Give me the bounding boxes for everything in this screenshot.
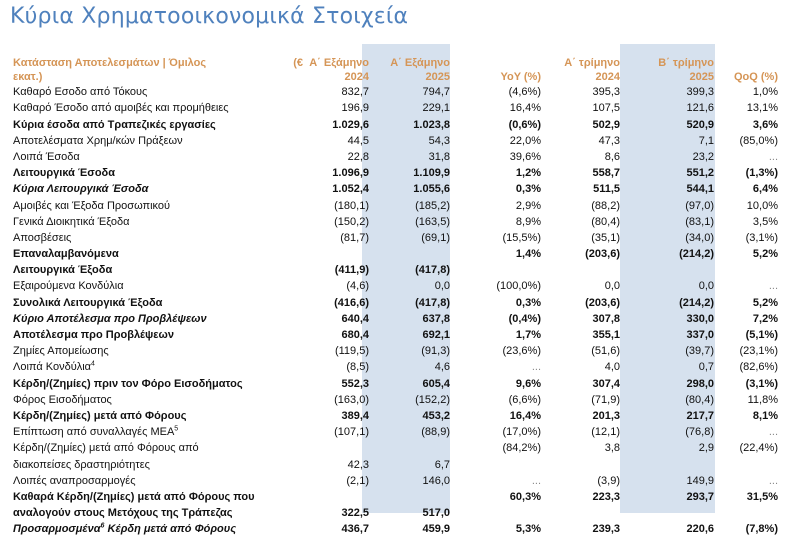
cell-value: (81,7) — [340, 231, 369, 244]
cell-value: 0,0 — [698, 280, 714, 293]
header-q2-2025: Β΄ τρίμηνο 2025 — [658, 57, 714, 83]
cell-value: 239,3 — [592, 523, 620, 536]
table-row — [9, 116, 778, 132]
cell-value: (8,5) — [346, 361, 369, 374]
cell-value: 453,2 — [422, 409, 450, 422]
cell-value: 16,4% — [509, 409, 541, 422]
cell-value: (35,1) — [591, 231, 620, 244]
header-unit: (€ — [293, 57, 303, 69]
cell-value: (3,1%) — [745, 231, 778, 244]
cell-value: 298,0 — [686, 377, 714, 390]
cell-value: 307,4 — [592, 377, 620, 390]
cell-value: 7,2% — [752, 312, 778, 325]
cell-value: (3,9) — [597, 474, 620, 487]
table-row — [9, 181, 778, 197]
table-row — [9, 456, 778, 472]
cell-value: 552,3 — [341, 377, 369, 390]
cell-value: (214,2) — [679, 296, 714, 309]
cell-value: (411,9) — [334, 264, 369, 277]
cell-value: 5,2% — [752, 296, 778, 309]
cell-value: (76,8) — [685, 426, 714, 439]
cell-value: 692,1 — [422, 329, 450, 341]
cell-value: 1.023,8 — [413, 118, 450, 131]
header-yoy: YoY (%) — [500, 71, 541, 83]
cell-value: (214,2) — [679, 248, 714, 261]
cell-value: 558,7 — [592, 167, 620, 180]
cell-value: 4,6 — [434, 361, 450, 374]
cell-value: (203,6) — [585, 296, 620, 309]
table-row — [9, 197, 778, 213]
cell-value: 229,1 — [422, 102, 450, 115]
row-label: Ζημίες Απομείωσης — [13, 345, 109, 358]
cell-value: 8,6 — [604, 150, 620, 163]
cell-value — [369, 489, 450, 505]
row-label: Καθαρό Εσοδο από Τόκους — [13, 86, 148, 99]
cell-value: 6,4% — [752, 183, 778, 196]
cell-value: 1.109,9 — [413, 167, 450, 180]
table-body — [9, 84, 778, 537]
cell-value: (51,6) — [591, 345, 620, 358]
cell-value: 4,0 — [604, 361, 620, 374]
row-label: Αποτέλεσμα προ Προβλέψεων — [13, 329, 174, 341]
row-label: Επαναλαμβανόμενα — [13, 248, 119, 261]
row-label: Αποσβέσεις — [13, 231, 72, 244]
cell-value: 31,8 — [428, 150, 450, 163]
cell-value — [450, 505, 541, 521]
footnote-marker: 4 — [91, 360, 95, 368]
cell-value: 395,3 — [592, 86, 620, 99]
row-label: Αποτελέσματα Χρημ/κών Πράξεων — [13, 134, 183, 147]
row-label: Λειτουργικά Έσοδα — [13, 167, 115, 180]
cell-value: 2,9 — [698, 442, 714, 455]
cell-value: (5,1%) — [745, 329, 778, 341]
cell-value: 322,5 — [341, 507, 369, 520]
cell-value: 1.029,6 — [332, 118, 369, 131]
cell-value: 355,1 — [592, 329, 620, 341]
cell-value: 10,0% — [746, 199, 778, 212]
table-row — [9, 392, 778, 408]
cell-value: 3,6% — [752, 118, 778, 131]
cell-value — [369, 440, 450, 456]
cell-value — [714, 262, 778, 278]
cell-value: 1,4% — [515, 248, 541, 261]
cell-value: 436,7 — [341, 523, 369, 536]
cell-value: (100,0%) — [496, 280, 541, 293]
cell-value: 121,6 — [686, 102, 714, 115]
cell-value: 9,6% — [515, 377, 541, 390]
cell-value: 23,2 — [692, 150, 714, 163]
cell-value: 0,3% — [515, 296, 541, 309]
cell-value: 8,9% — [515, 215, 541, 228]
cell-value: (417,8) — [415, 296, 450, 309]
header-h1-2024: Α΄ Εξάμηνο 2024 — [309, 57, 369, 83]
cell-value — [369, 246, 450, 262]
cell-value: 201,3 — [592, 409, 620, 422]
table-row — [9, 375, 778, 391]
cell-value: (22,4%) — [739, 442, 778, 455]
income-statement-table — [9, 56, 778, 537]
cell-value: 1.055,6 — [413, 183, 450, 196]
footnote-marker: 6 — [100, 522, 105, 530]
cell-value: (69,1) — [421, 231, 450, 244]
row-label: Κύριο Αποτέλεσμα προ Προβλέψεων — [13, 312, 207, 325]
cell-value: (163,5) — [415, 215, 450, 228]
cell-value: (12,1) — [591, 426, 620, 439]
cell-value: (88,2) — [591, 199, 620, 212]
cell-value: ... — [768, 150, 778, 163]
table-row — [9, 327, 778, 343]
cell-value: (163,0) — [334, 393, 369, 406]
row-label: Κύρια Λειτουργικά Έσοδα — [13, 183, 149, 196]
row-label: Αμοιβές και Έξοδα Προσωπικού — [13, 199, 171, 212]
cell-value: (39,7) — [685, 345, 714, 358]
cell-value: (23,6%) — [502, 345, 541, 358]
cell-value: (416,6) — [334, 296, 369, 309]
cell-value — [303, 489, 369, 505]
page-title: Κύρια Χρηματοοικονομικά Στοιχεία — [10, 4, 409, 29]
cell-value: 0,3% — [515, 183, 541, 196]
cell-value: (6,6%) — [508, 393, 541, 406]
table-row — [9, 311, 778, 327]
row-label: αναλογούν στους Μετόχους της Τράπεζας — [13, 507, 233, 520]
row-label: Λοιπές αναπροσαρμογές — [13, 474, 136, 487]
cell-value — [303, 246, 369, 262]
cell-value: 107,5 — [592, 102, 620, 115]
header-qoq: QoQ (%) — [734, 71, 778, 83]
row-label: Επίπτωση από συναλλαγές ΜΕΑ$^5$ — [13, 425, 179, 439]
header-label: (€ Κατάσταση Αποτελεσμάτων | Όμιλος εκατ.) — [13, 57, 303, 83]
cell-value: 511,5 — [593, 183, 620, 196]
row-label: Λοιπά Έσοδα — [13, 150, 80, 163]
row-label: Εξαιρούμενα Κονδύλια — [13, 280, 124, 293]
table-row — [9, 294, 778, 310]
cell-value: 832,7 — [341, 86, 369, 99]
cell-value: 3,8 — [604, 442, 620, 455]
cell-value: (180,1) — [334, 199, 369, 212]
cell-value — [303, 440, 369, 456]
row-label: Καθαρά Κέρδη/(Ζημίες) μετά από Φόρους που — [13, 490, 255, 503]
cell-value: (185,2) — [415, 199, 450, 212]
row-label: Λοιπά Κονδύλια$^4$ — [13, 360, 95, 374]
table-row — [9, 359, 778, 375]
cell-value: 196,9 — [341, 102, 369, 115]
cell-value: 605,4 — [422, 377, 450, 390]
cell-value: 11,8% — [747, 393, 778, 406]
cell-value: 794,7 — [422, 86, 450, 99]
cell-value: (88,9) — [421, 426, 450, 439]
cell-value: (119,5) — [334, 345, 369, 358]
cell-value: 7,1 — [698, 134, 714, 147]
table-row — [9, 262, 778, 278]
cell-value: (4,6) — [346, 280, 369, 293]
cell-value: ... — [768, 426, 778, 439]
table-row — [9, 424, 778, 440]
cell-value: 5,3% — [515, 523, 541, 536]
table-row — [9, 84, 778, 100]
header-row — [9, 56, 778, 84]
cell-value: 389,4 — [341, 409, 369, 422]
cell-value: (71,9) — [591, 393, 620, 406]
cell-value: (152,2) — [415, 393, 450, 406]
cell-value: 6,7 — [434, 458, 450, 471]
table-row — [9, 278, 778, 294]
cell-value: (80,4) — [591, 215, 620, 228]
cell-value: (2,1) — [346, 474, 369, 487]
row-label: διακοπείσες δραστηριότητες — [13, 458, 150, 471]
cell-value: 1.052,4 — [332, 183, 369, 196]
cell-value: 22,0% — [509, 134, 541, 147]
cell-value: (417,8) — [415, 264, 450, 277]
table-row — [9, 246, 778, 262]
table-row — [9, 133, 778, 149]
table-row — [9, 473, 778, 489]
cell-value: 13,1% — [746, 102, 778, 115]
cell-value: 149,9 — [686, 474, 714, 487]
cell-value: (3,1%) — [745, 377, 778, 390]
cell-value: (82,6%) — [739, 361, 778, 374]
cell-value: (0,6%) — [508, 118, 541, 131]
cell-value: (23,1%) — [739, 345, 778, 358]
cell-value: 39,6% — [509, 150, 541, 163]
cell-value: (203,6) — [585, 248, 620, 261]
cell-value — [620, 262, 714, 278]
cell-value: (4,6%) — [508, 86, 541, 99]
header-q1-2024: Α΄ τρίμηνο 2024 — [564, 57, 620, 83]
table-row — [9, 149, 778, 165]
row-label: Λειτουργικά Έξοδα — [13, 264, 113, 277]
cell-value: (80,4) — [685, 393, 714, 406]
cell-value: 459,9 — [422, 523, 450, 536]
cell-value: 223,3 — [592, 490, 620, 503]
cell-value: (97,0) — [685, 199, 714, 212]
cell-value: (7,8%) — [745, 523, 778, 536]
table-row — [9, 214, 778, 230]
table-row — [9, 408, 778, 424]
cell-value: ... — [531, 474, 541, 487]
table-row — [9, 343, 778, 359]
cell-value: ... — [768, 280, 778, 293]
cell-value: 680,4 — [341, 329, 369, 341]
cell-value: (34,0) — [685, 231, 714, 244]
cell-value — [620, 456, 714, 472]
row-label: Γενικά Διοικητικά Έξοδα — [13, 215, 130, 228]
cell-value — [541, 505, 620, 521]
cell-value: 44,5 — [347, 134, 369, 147]
cell-value: (83,1) — [685, 215, 714, 228]
cell-value: ... — [531, 361, 541, 374]
cell-value: 60,3% — [509, 490, 541, 503]
cell-value: 146,0 — [422, 474, 450, 487]
cell-value: 217,7 — [686, 409, 714, 422]
cell-value: 5,2% — [752, 248, 778, 261]
row-label: Κέρδη/(Ζημίες) μετά από Φόρους από — [13, 442, 199, 455]
cell-value: 520,9 — [686, 118, 714, 131]
table-row — [9, 489, 778, 505]
table-row — [9, 230, 778, 246]
cell-value — [541, 456, 620, 472]
cell-value: 0,7 — [698, 361, 714, 374]
cell-value: 47,3 — [598, 134, 620, 147]
cell-value — [450, 262, 541, 278]
cell-value: 293,7 — [686, 490, 714, 503]
cell-value: (15,5%) — [502, 231, 541, 244]
cell-value — [620, 505, 714, 521]
cell-value: 1,7% — [515, 329, 541, 341]
cell-value: (107,1) — [334, 426, 369, 439]
cell-value: (0,4%) — [508, 312, 541, 325]
cell-value: 1,2% — [515, 167, 541, 180]
cell-value: (85,0%) — [739, 134, 778, 147]
cell-value: 42,3 — [347, 458, 369, 471]
cell-value: 551,2 — [686, 167, 714, 180]
table-row — [9, 440, 778, 456]
cell-value: 31,5% — [746, 490, 778, 503]
cell-value: 22,8 — [347, 150, 369, 163]
cell-value: 640,4 — [341, 312, 369, 325]
cell-value: (84,2%) — [502, 442, 541, 455]
row-label: Φόρος Εισοδήματος — [13, 393, 112, 406]
cell-value: 3,5% — [752, 215, 778, 228]
row-label: Κέρδη/(Ζημίες) μετά από Φόρους — [13, 409, 187, 422]
row-label: Κέρδη/(Ζημίες) πριν τον Φόρο Εισοδήματος — [13, 377, 243, 390]
cell-value: 337,0 — [686, 329, 714, 341]
cell-value: 307,8 — [592, 312, 620, 325]
cell-value: 2,9% — [515, 199, 541, 212]
cell-value: 1.096,9 — [332, 167, 369, 180]
header-h1-2025: Α΄ Εξάμηνο 2025 — [390, 57, 450, 83]
cell-value — [450, 456, 541, 472]
row-label: Συνολικά Λειτουργικά Έξοδα — [13, 296, 163, 309]
cell-value: 0,0 — [604, 280, 620, 293]
row-label: Κύρια έσοδα από Τραπεζικές εργασίες — [13, 118, 216, 131]
cell-value: 502,9 — [592, 118, 620, 131]
cell-value: (91,3) — [421, 345, 450, 358]
cell-value: 544,1 — [686, 183, 714, 196]
cell-value: ... — [768, 474, 778, 487]
footnote-marker: 5 — [174, 425, 179, 433]
row-label: Καθαρό Έσοδο από αμοιβές και προμήθειες — [13, 102, 229, 115]
cell-value: 0,0 — [434, 280, 450, 293]
cell-value: (17,0%) — [502, 426, 541, 439]
cell-value — [714, 505, 778, 521]
cell-value: 637,8 — [422, 312, 450, 325]
table-row — [9, 165, 778, 181]
row-label: Προσαρμοσμένα$^6$ Κέρδη μετά από Φόρους — [13, 522, 237, 536]
cell-value — [541, 262, 620, 278]
cell-value: 1,0% — [752, 86, 778, 99]
cell-value: 330,0 — [686, 312, 714, 325]
cell-value: 54,3 — [428, 134, 450, 147]
cell-value: 16,4% — [509, 102, 541, 115]
cell-value: 399,3 — [686, 86, 714, 99]
cell-value: 517,0 — [422, 507, 450, 520]
cell-value: (150,2) — [334, 215, 369, 228]
cell-value — [714, 456, 778, 472]
cell-value: (1,3%) — [745, 167, 778, 180]
cell-value: 220,6 — [686, 523, 714, 536]
table-row — [9, 505, 778, 521]
table-row — [9, 521, 778, 537]
table-row — [9, 100, 778, 116]
cell-value: 8,1% — [752, 409, 778, 422]
